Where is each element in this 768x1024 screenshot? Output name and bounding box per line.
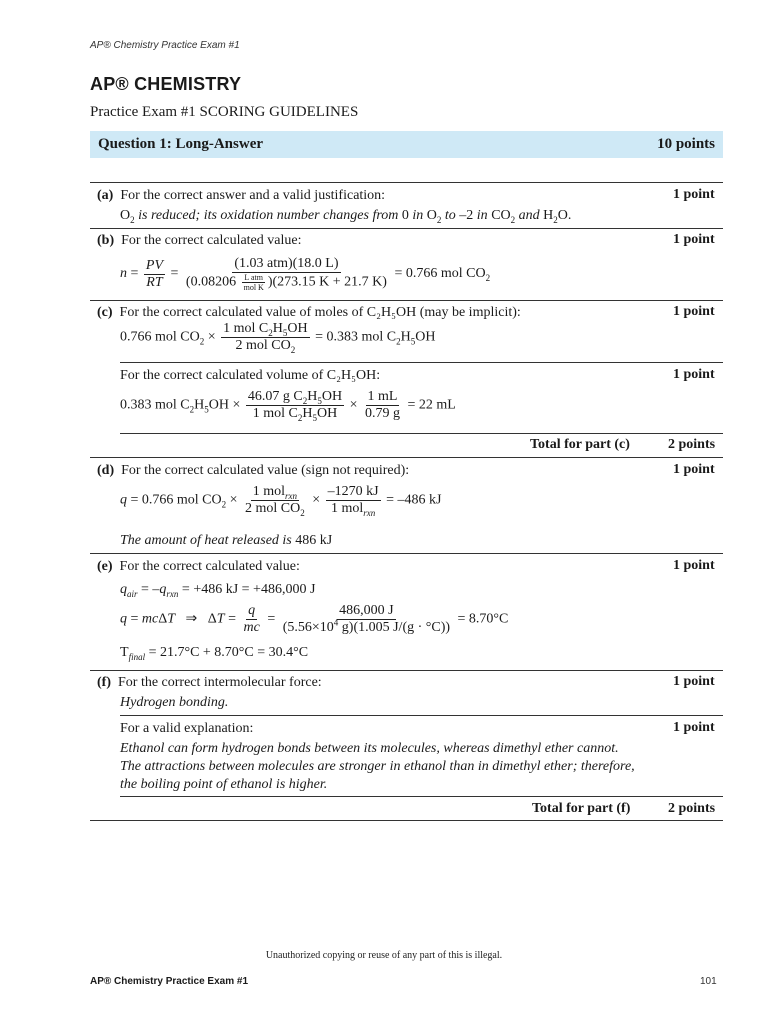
part-a-answer: $O_2$ is reduced; its oxidation number changes from 0 in $O_2$ to –2 in $CO_2$ and $H_2O$. (120, 208, 572, 225)
page-subtitle: Practice Exam #1 SCORING GUIDELINES (90, 104, 359, 120)
part-b-label: (b) (97, 233, 115, 248)
part-f-explanation-line-2: The attractions between molecules are stronger in ethanol than in dimethyl ether; therefore, (120, 759, 635, 774)
part-f-answer-1: Hydrogen bonding. (120, 695, 229, 710)
part-c-criterion-2: For the correct calculated volume of C₂H₅OH: (120, 368, 381, 383)
part-f-label: (f) (97, 675, 111, 690)
part-a-label: (a) (97, 188, 114, 203)
divider (120, 715, 723, 716)
part-a-criterion-row (97, 187, 385, 205)
part-f-total-points: 2 points (668, 801, 716, 816)
divider (90, 457, 723, 458)
footer-title: AP® Chemistry Practice Exam #1 (90, 976, 249, 987)
part-e-equation-3: $T_{final} = 21.7^\circ C + 8.70^\circ C = 30.4^\circ C$ (120, 645, 309, 662)
part-c-label: (c) (97, 305, 113, 320)
part-f-criterion-2: For a valid explanation: (120, 721, 254, 736)
part-e-criterion: For the correct calculated value: (119, 559, 300, 574)
part-e-equation-2: q = mcΔT ⇒ ΔT = $\frac{q}{mc}$ = $\frac{486,000 J}{(5.56\times 10^4 g)(1.005 J/(g \cdot ^\circ C))}$ = 8.70°C (120, 603, 509, 635)
part-f-points-1: 1 point (673, 674, 715, 689)
running-head: AP® Chemistry Practice Exam #1 (90, 40, 240, 51)
part-e-points: 1 point (673, 558, 715, 573)
divider (120, 433, 723, 434)
question-header-bar (90, 131, 723, 158)
part-d-label: (d) (97, 463, 115, 478)
part-d-statement: The amount of heat released is (120, 533, 292, 548)
divider (90, 182, 723, 183)
page-number: 101 (700, 976, 717, 987)
part-c-criterion-row-1 (97, 304, 521, 322)
part-a-criterion: For the correct answer and a valid justification: (120, 188, 386, 203)
part-c-points-2: 1 point (673, 367, 715, 382)
part-f-explanation-line-1: Ethanol can form hydrogen bonds between its molecules, whereas dimethyl ether cannot. (120, 741, 619, 756)
part-c-equation-1: 0.766 mol $CO_2$ × $\frac{1 mol C_2H_5OH}{2 mol CO_2}$ = 0.383 mol $C_2H_5OH$ (120, 321, 436, 355)
divider (120, 362, 723, 363)
part-d-equation: q = 0.766 mol $CO_2$ × $\frac{1 mol_{rxn}}{2 mol CO_2}$ × $\frac{-1270 kJ}{1 mol_{rxn}}$ = –486 kJ (120, 484, 442, 518)
question-points: 10 points (657, 136, 715, 152)
part-d-statement-row (120, 532, 332, 550)
divider (90, 228, 723, 229)
part-b-points: 1 point (673, 232, 715, 247)
part-c-total-points: 2 points (668, 437, 716, 452)
copyright-note: Unauthorized copying or reuse of any part of this is illegal. (265, 950, 503, 961)
divider (120, 796, 723, 797)
part-c-points-1: 1 point (673, 304, 715, 319)
part-e-equation-1: $q_{air} = -q_{rxn} = +486$ kJ = +486,000 J (120, 582, 316, 599)
part-b-criterion-row (97, 232, 301, 250)
part-f-points-2: 1 point (673, 720, 715, 735)
question-title: Question 1: Long-Answer (98, 136, 264, 152)
part-f-criterion-row-1 (97, 674, 322, 692)
part-b-criterion: For the correct calculated value: (121, 233, 302, 248)
part-f-explanation-line-3: the boiling point of ethanol is higher. (120, 777, 328, 792)
part-e-label: (e) (97, 559, 113, 574)
divider (90, 820, 723, 821)
part-b-equation: n = $\frac{PV}{RT}$ = (1.03 atm)(18.0 L) (0.08206 $\frac{\text{L atm}}{\text{mol K}}$ )(273.15 K + 21.7 K) = 0.766 mol $CO_2$ (120, 256, 491, 292)
page-title: AP® CHEMISTRY (90, 74, 242, 94)
part-e-criterion-row (97, 558, 300, 576)
part-f-criterion-1: For the correct intermolecular force: (118, 675, 322, 690)
part-c-total-label: Total for part (c) (530, 437, 630, 452)
part-c-criterion-1: For the correct calculated value of moles of C₂H₅OH (may be implicit): (119, 305, 521, 320)
part-c-equation-2: 0.383 mol $C_2H_5OH$ × $\frac{46.07 g C_2H_5OH}{1 mol C_2H_5OH}$ × $\frac{1 mL}{0.79 g}$ = 22 mL (120, 389, 456, 423)
divider (90, 670, 723, 671)
part-f-total-label: Total for part (f) (532, 801, 631, 816)
part-a-points: 1 point (673, 187, 715, 202)
part-d-criterion-row (97, 462, 409, 480)
part-d-statement-value: 486 kJ (295, 533, 333, 548)
part-d-criterion: For the correct calculated value (sign not required): (121, 463, 410, 478)
divider (90, 300, 723, 301)
divider (90, 553, 723, 554)
part-d-points: 1 point (673, 462, 715, 477)
